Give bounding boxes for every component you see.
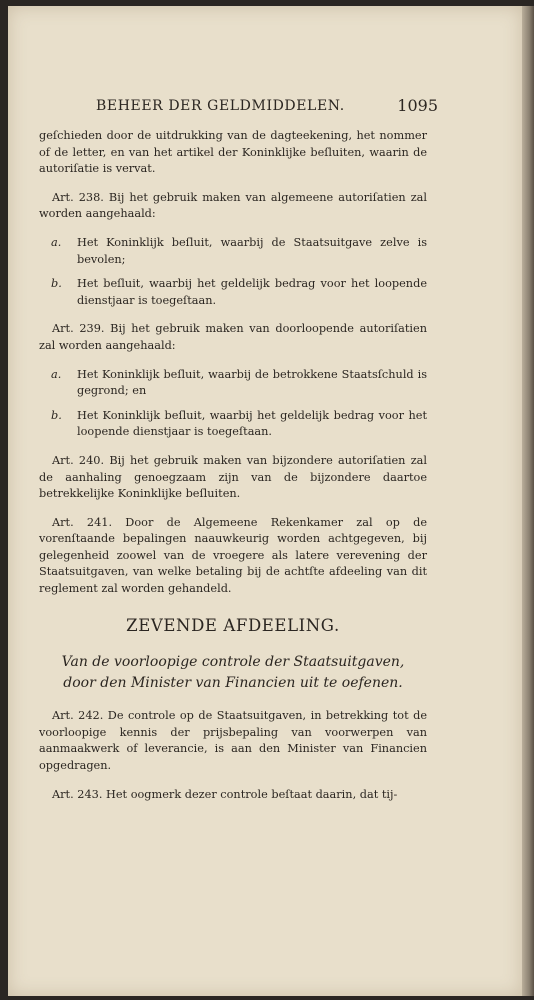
section-title: ZEVENDE AFDEELING.: [126, 615, 340, 635]
body-text: [39, 128, 427, 815]
item-letter: a.: [51, 235, 62, 249]
article-241-text: Art. 241. Door de Algemeene Rekenkamer zal op de vorenſtaande bepalingen naauwkeurig worden achtgegeven, bij gelegenheid zoowel van de vroegere als latere verevening der Staatsuitgaven, van welke betaling bij de achtſte afdeeling van dit reglement zal worden gehandeld.: [39, 515, 427, 596]
article-239: [39, 321, 427, 354]
item-text: Het beſluit, waarbij het geldelijk bedrag voor het loopende dienstjaar is toegeſtaan.: [77, 277, 427, 307]
item-letter: a.: [51, 367, 62, 381]
article-238-text: Art. 238. Bij het gebruik maken van algemeene autoriſatien zal worden aangehaald:: [39, 190, 427, 221]
article-240-text: Art. 240. Bij het gebruik maken van bijzondere autoriſatien zal de aanhaling genoegzaam zijn van de bijzondere daartoe betrekkelijke Koninklijke beſluiten.: [39, 453, 427, 501]
article-238-item-b: [39, 276, 427, 309]
section-subtitle: Van de voorloopige controle der Staatsuitgaven, door den Minister van Financien uit te oefenen.: [61, 654, 405, 692]
running-title: BEHEER DER GELDMIDDELEN.: [96, 98, 345, 114]
article-243: [39, 787, 427, 804]
page-header: [96, 96, 438, 122]
article-240: [39, 453, 427, 503]
article-242-text: Art. 242. De controle op de Staatsuitgaven, in betrekking tot de voorloopige kennis der prijsbepaling van voorwerpen van aanmaakwerk of leverancie, is aan den Minister van Financien opgedragen.: [39, 709, 427, 773]
page-edge: [522, 6, 534, 996]
item-letter: b.: [51, 408, 62, 422]
article-239-item-b: [39, 408, 427, 441]
article-241: [39, 515, 427, 598]
item-letter: b.: [51, 277, 62, 291]
article-239-text: Art. 239. Bij het gebruik maken van doorloopende autoriſatien zal worden aangehaald:: [39, 322, 427, 352]
item-text: Het Koninklijk beſluit, waarbij de betrokkene Staatsſchuld is gegrond; en: [77, 367, 427, 398]
article-238-item-a: [39, 235, 427, 268]
article-242: [39, 708, 427, 774]
article-243-text: Art. 243. Het oogmerk dezer controle beſtaat daarin, dat tij-: [52, 787, 398, 801]
book-page: [8, 6, 522, 996]
page-number: 1095: [397, 96, 438, 115]
article-239-item-a: [39, 367, 427, 400]
article-238: [39, 190, 427, 223]
intro-paragraph: geſchieden door de uitdrukking van de dagteekening, het nommer of de letter, en van het artikel der Koninklijke beſluiten, waarin de autoriſatie is vervat.: [39, 129, 427, 176]
item-text: Het Koninklijk beſluit, waarbij het geldelijk bedrag voor het loopende dienstjaar is toegeſtaan.: [77, 408, 427, 439]
item-text: Het Koninklijk beſluit, waarbij de Staatsuitgave zelve is bevolen;: [77, 235, 427, 266]
